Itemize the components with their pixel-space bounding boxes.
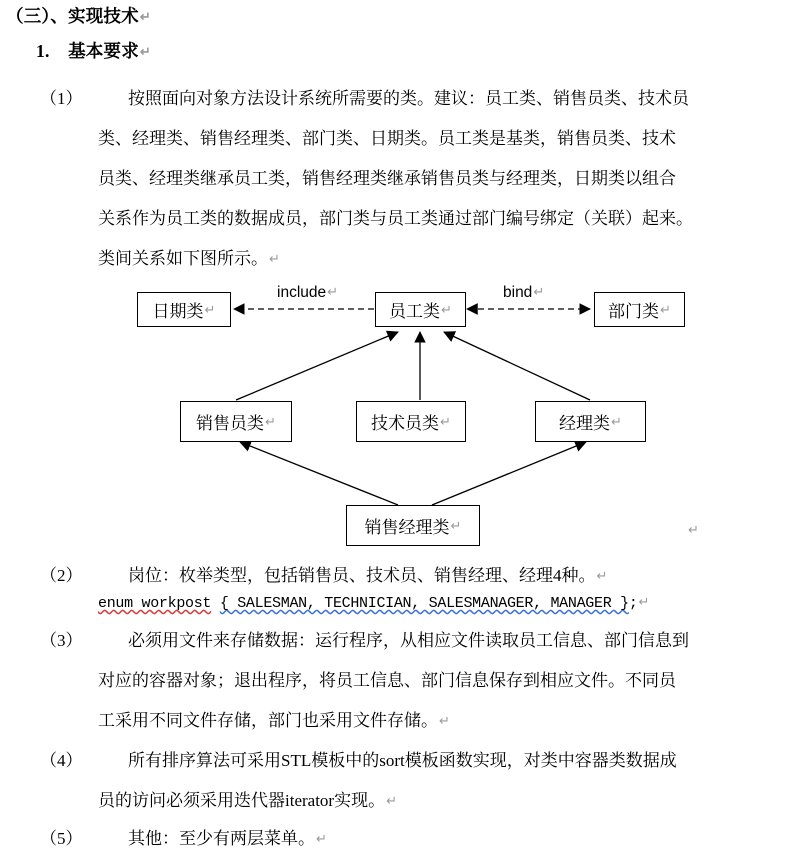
diagram-node-employee-class-label: 员工类 [389,302,441,321]
paragraph-mark-icon: ↵ [440,413,451,429]
code-terminator: ; [628,595,638,612]
item-1-line-3-text: 员类、经理类继承员工类，销售经理类继承销售员类与经理类，日期类以组合 [98,169,676,188]
code-body: { SALESMAN, TECHNICIAN, SALESMANAGER, MANAGER } [219,595,629,612]
paragraph-mark-icon: ↵ [596,568,608,583]
section-heading [6,6,151,27]
code-keyword: enum workpost [98,595,212,612]
diagram-node-salesman-class-label: 销售员类 [196,414,265,433]
diagram-node-sales-manager-class [346,505,480,546]
paragraph-mark-icon: ↵ [269,251,280,266]
item-1-line-1: 按照面向对象方法设计系统所需要的类。建议：员工类、销售员类、技术员 [128,89,689,108]
paragraph-mark-icon: ↵ [139,9,151,24]
subsection-heading [36,41,151,62]
paragraph-mark-icon: ↵ [139,44,152,59]
paragraph-mark-icon: ↵ [204,301,216,317]
item-2-line-1 [128,561,607,586]
diagram-node-technician-class [356,401,466,442]
diagram-edge-label-bind [500,284,547,302]
item-2-line-1-text: 岗位：枚举类型，包括销售员、技术员、销售经理、经理4种。 [128,566,596,585]
diagram-edge-label-include [274,284,341,302]
item-1-line-4: 关系作为员工类的数据成员，部门类与员工类通过部门编号绑定（关联）起来。 [98,209,693,228]
diagram-node-salesman-class [180,401,292,442]
diagram-trailing-paragraph-mark-icon: ↵ [688,522,699,537]
item-5-line-1-text: 其他：至少有两层菜单。 [128,829,315,848]
paragraph-mark-icon: ↵ [386,793,397,808]
class-diagram [0,260,797,560]
paragraph-mark-icon: ↵ [533,284,545,299]
list-marker-4: （4） [40,751,83,770]
item-2-code-line [98,594,649,612]
item-4-line-1: 所有排序算法可采用STL模板中的sort模板函数实现，对类中容器类数据成 [128,751,677,770]
diagram-node-department-class [594,292,685,327]
list-marker-2: （2） [40,566,83,585]
diagram-node-employee-class [375,292,466,327]
item-1-line-3 [98,164,676,189]
diagram-node-manager-class-label: 经理类 [559,414,611,433]
subsection-number: 1. [36,41,50,61]
list-marker-3: （3） [40,631,83,650]
diagram-node-department-class-label: 部门类 [608,302,660,321]
paragraph-mark-icon: ↵ [638,594,650,609]
item-1-line-5-text: 类间关系如下图所示。 [98,249,268,268]
diagram-node-date-class-label: 日期类 [152,302,204,321]
item-3-line-1: 必须用文件来存储数据：运行程序，从相应文件读取员工信息、部门信息到 [128,631,689,650]
item-4-line-2 [98,786,397,811]
paragraph-mark-icon: ↵ [611,413,622,429]
paragraph-mark-icon: ↵ [265,413,276,429]
item-5-line-1 [128,824,327,849]
diagram-node-manager-class [535,401,646,442]
item-3-line-3-text: 工采用不同文件存储，部门也采用文件存储。 [98,711,438,730]
paragraph-mark-icon: ↵ [660,301,671,317]
list-marker-1: （1） [40,89,83,108]
item-3-line-3 [98,706,450,731]
item-3-line-2: 对应的容器对象；退出程序，将员工信息、部门信息保存到相应文件。不同员 [98,671,676,690]
section-heading-text: （三）、实现技术 [6,6,139,26]
paragraph-mark-icon: ↵ [316,831,327,846]
item-1-line-2: 类、经理类、销售经理类、部门类、日期类。员工类是基类，销售员类、技术 [98,129,676,148]
paragraph-mark-icon: ↵ [439,713,450,728]
diagram-edge-label-bind-text: bind [503,284,533,301]
diagram-edge-label-include-text: include [277,284,327,301]
paragraph-mark-icon: ↵ [327,284,339,299]
diagram-node-technician-class-label: 技术员类 [371,414,440,433]
subsection-heading-text: 基本要求 [68,41,139,61]
paragraph-mark-icon: ↵ [450,517,462,533]
diagram-node-date-class [137,292,231,327]
paragraph-mark-icon: ↵ [441,301,452,317]
item-4-line-2-text: 员的访问必须采用迭代器iterator实现。 [98,791,386,810]
diagram-node-sales-manager-class-label: 销售经理类 [364,518,450,537]
list-marker-5: （5） [40,829,83,848]
